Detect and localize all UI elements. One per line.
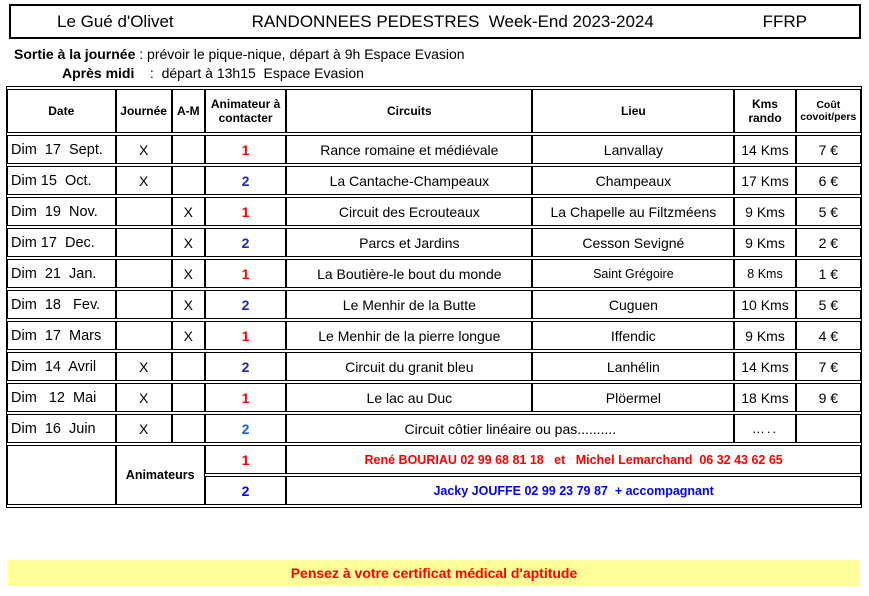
afternoon-mark — [172, 352, 205, 381]
kms-cell: 9 Kms — [734, 228, 795, 257]
animateur-contact: Jacky JOUFFE 02 99 23 79 87 + accompagnant — [286, 476, 861, 505]
location-cell: Cesson Sevigné — [532, 228, 734, 257]
circuit-cell: Circuit des Ecrouteaux — [286, 197, 532, 226]
kms-cell: 9 Kms — [734, 197, 795, 226]
table-row — [7, 135, 861, 164]
full-day-mark: X — [116, 166, 172, 195]
cost-cell: 1 € — [796, 259, 861, 288]
leader-number: 2 — [205, 166, 286, 195]
cost-cell: 2 € — [796, 228, 861, 257]
leader-number: 1 — [205, 197, 286, 226]
circuit-cell: Rance romaine et médiévale — [286, 135, 532, 164]
cost-cell: 7 € — [796, 135, 861, 164]
intro-notes — [0, 45, 869, 83]
page-title: RANDONNEES PEDESTRES Week-End 2023-2024 — [251, 11, 654, 31]
circuit-cell: La Cantache-Champeaux — [286, 166, 532, 195]
note-day-trip-label: Sortie à la journée — [14, 46, 136, 62]
kms-cell: 14 Kms — [734, 352, 795, 381]
afternoon-mark — [172, 383, 205, 412]
date-cell: Dim 17 Sept. — [7, 135, 116, 164]
federation-label: FFRP — [762, 11, 807, 31]
note-day-trip — [14, 45, 869, 64]
afternoon-mark: X — [172, 228, 205, 257]
full-day-mark: X — [116, 352, 172, 381]
table-row — [7, 259, 861, 288]
afternoon-mark: X — [172, 321, 205, 350]
leader-number: 1 — [205, 259, 286, 288]
date-cell: Dim 15 Oct. — [7, 166, 116, 195]
leader-number: 2 — [205, 352, 286, 381]
table-row — [7, 352, 861, 381]
date-cell: Dim 14 Avril — [7, 352, 116, 381]
column-header: Coût covoit/pers — [796, 89, 861, 133]
location-cell: Cuguen — [532, 290, 734, 319]
date-cell: Dim 21 Jan. — [7, 259, 116, 288]
circuit-cell: Le Menhir de la Butte — [286, 290, 532, 319]
column-header: Kms rando — [734, 89, 795, 133]
full-day-mark: X — [116, 414, 172, 443]
club-name: Le Gué d'Olivet — [57, 11, 174, 31]
cost-cell: 9 € — [796, 383, 861, 412]
afternoon-mark — [172, 166, 205, 195]
header-row — [7, 89, 861, 133]
column-header: Circuits — [286, 89, 532, 133]
afternoon-mark: X — [172, 259, 205, 288]
column-header: Date — [7, 89, 116, 133]
note-afternoon-text: : départ à 13h15 Espace Evasion — [134, 65, 364, 81]
full-day-mark: X — [116, 135, 172, 164]
location-cell: Iffendic — [532, 321, 734, 350]
afternoon-mark — [172, 135, 205, 164]
circuit-cell: Le Menhir de la pierre longue — [286, 321, 532, 350]
kms-cell: 9 Kms — [734, 321, 795, 350]
leader-number: 1 — [205, 135, 286, 164]
location-cell: Champeaux — [532, 166, 734, 195]
kms-cell: 14 Kms — [734, 135, 795, 164]
cost-cell — [796, 414, 861, 443]
kms-cell: 17 Kms — [734, 166, 795, 195]
circuit-cell: Le lac au Duc — [286, 383, 532, 412]
title-bar — [9, 4, 861, 39]
full-day-mark: X — [116, 383, 172, 412]
table-row — [7, 383, 861, 412]
circuit-cell: Circuit côtier linéaire ou pas.......... — [286, 414, 734, 443]
date-cell: Dim 19 Nov. — [7, 197, 116, 226]
circuit-cell: Circuit du granit bleu — [286, 352, 532, 381]
date-cell: Dim 18 Fev. — [7, 290, 116, 319]
location-cell: La Chapelle au Filtzméens — [532, 197, 734, 226]
full-day-mark — [116, 228, 172, 257]
kms-cell: 10 Kms — [734, 290, 795, 319]
date-cell: Dim 16 Juin — [7, 414, 116, 443]
location-cell: Plöermel — [532, 383, 734, 412]
kms-cell: 8 Kms — [734, 259, 795, 288]
leader-number: 2 — [205, 414, 286, 443]
cost-cell: 6 € — [796, 166, 861, 195]
leader-number: 2 — [205, 228, 286, 257]
full-day-mark — [116, 259, 172, 288]
cost-cell: 5 € — [796, 197, 861, 226]
cost-cell: 4 € — [796, 321, 861, 350]
schedule-table-frame — [6, 86, 862, 508]
table-row — [7, 414, 861, 443]
full-day-mark — [116, 290, 172, 319]
note-afternoon-label: Après midi — [62, 65, 135, 81]
leader-number: 1 — [205, 321, 286, 350]
leader-number: 1 — [205, 383, 286, 412]
column-header: Lieu — [532, 89, 734, 133]
footer-empty-cell — [7, 445, 116, 505]
full-day-mark — [116, 197, 172, 226]
cost-cell: 5 € — [796, 290, 861, 319]
table-row — [7, 290, 861, 319]
date-cell: Dim 12 Mai — [7, 383, 116, 412]
location-cell: Saint Grégoire — [532, 259, 734, 288]
afternoon-mark: X — [172, 197, 205, 226]
note-afternoon — [62, 64, 869, 83]
schedule-table — [7, 87, 861, 507]
kms-cell: ….. — [734, 414, 795, 443]
column-header: Animateur à contacter — [205, 89, 286, 133]
location-cell: Lanvallay — [532, 135, 734, 164]
banner-text: Pensez à votre certificat médical d'aptitude — [290, 565, 578, 581]
note-day-trip-text: : prévoir le pique-nique, départ à 9h Espace Evasion — [135, 46, 465, 62]
animateur-contact: René BOURIAU 02 99 68 81 18 et Michel Lemarchand 06 32 43 62 65 — [286, 445, 861, 474]
animateur-number: 1 — [205, 445, 286, 474]
circuit-cell: La Boutière-le bout du monde — [286, 259, 532, 288]
animateurs-label: Animateurs — [116, 445, 205, 505]
table-row — [7, 166, 861, 195]
location-cell: Lanhélin — [532, 352, 734, 381]
circuit-cell: Parcs et Jardins — [286, 228, 532, 257]
leader-number: 2 — [205, 290, 286, 319]
date-cell: Dim 17 Dec. — [7, 228, 116, 257]
table-row — [7, 228, 861, 257]
column-header: A-M — [172, 89, 205, 133]
animateurs-row — [7, 445, 861, 474]
table-row — [7, 321, 861, 350]
schedule-body — [7, 135, 861, 505]
table-row — [7, 197, 861, 226]
medical-certificate-banner — [8, 560, 860, 586]
afternoon-mark: X — [172, 290, 205, 319]
full-day-mark — [116, 321, 172, 350]
date-cell: Dim 17 Mars — [7, 321, 116, 350]
column-header: Journée — [116, 89, 172, 133]
cost-cell: 7 € — [796, 352, 861, 381]
afternoon-mark — [172, 414, 205, 443]
kms-cell: 18 Kms — [734, 383, 795, 412]
animateur-number: 2 — [205, 476, 286, 505]
